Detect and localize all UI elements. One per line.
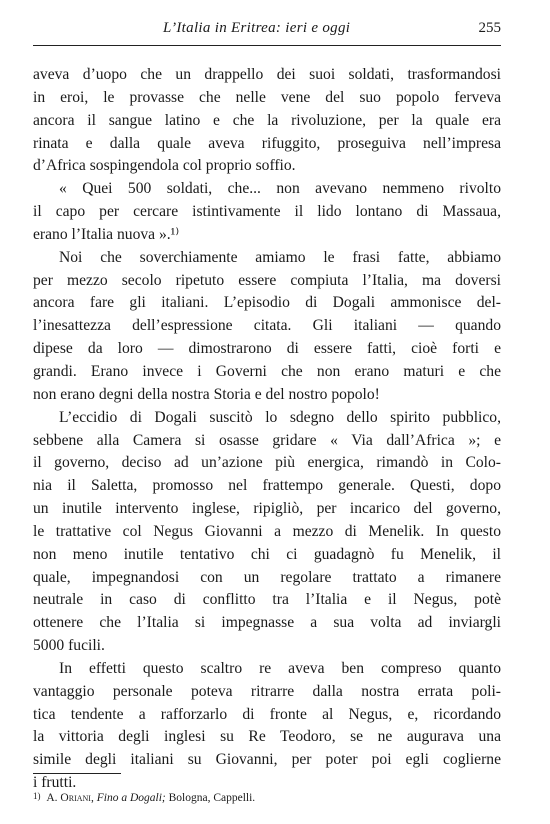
- text-line: neutrale in caso di conflitto tra l’Italia e il Negus, potè: [33, 591, 501, 609]
- running-title: L’Italia in Eritrea: ieri e oggi: [163, 20, 351, 36]
- text-line: il governo, deciso ad un’azione più energica, rimandò in Colo-: [33, 454, 501, 472]
- text-line: l’inesattezza dell’espressione citata. Gli italiani — quando: [33, 317, 501, 335]
- text-line: L’eccidio di Dogali suscitò lo sdegno dello spirito pubblico,: [59, 408, 501, 426]
- text-line: le trattative col Negus Giovanni a mezzo di Menelik. In questo: [33, 522, 501, 540]
- text-line: grandi. Erano invece i Governi che non erano maturi e che: [33, 362, 501, 380]
- text-line: « Quei 500 soldati, che... non avevano nemmeno rivolto: [59, 180, 501, 198]
- footnote-rule: [33, 773, 121, 774]
- text-line: nia il Saletta, promosso nel frattempo generale. Questi, dopo: [33, 477, 501, 495]
- footnote-author: A. Oriani,: [46, 792, 94, 804]
- text-line: ottenere che l’Italia si impegnasse a sua volta ad inviargli: [33, 614, 501, 632]
- text-line: tica tendente a rafforzarlo di fronte al Negus, e, ricordando: [33, 705, 501, 723]
- text-line: In effetti questo scaltro re aveva ben compreso quanto: [59, 659, 501, 677]
- text-line: non meno inutile tentativo chi ci guadagnò fu Menelik, il: [33, 545, 501, 563]
- text-line: rinata e dalla quale aveva rifuggito, proseguiva nell’impresa: [33, 134, 501, 152]
- header-rule: [33, 45, 501, 46]
- text-line: aveva d’uopo che un drappello dei suoi soldati, trasformandosi: [33, 66, 501, 83]
- text-line: dipese da loro — dimostrarono di essere fatti, cioè forti e: [33, 340, 501, 358]
- text-line: i frutti.: [33, 774, 77, 792]
- text-line: un inutile intervento inglese, ripigliò, per incarico del governo,: [33, 500, 501, 518]
- text-line: sebbene alla Camera si osasse gridare « Via dall’Africa »; e: [33, 431, 501, 449]
- footnote-number: 1): [33, 791, 41, 801]
- text-line: vantaggio personale poteva ritrarre dalla nostra errata poli-: [33, 682, 501, 700]
- running-head: [33, 16, 501, 38]
- page-number: 255: [478, 20, 501, 36]
- text-line: il capo per cercare istintivamente il lido lontano di Massaua,: [33, 203, 501, 221]
- text-line: ancora fare gli italiani. L’episodio di Dogali ammonisce del-: [33, 294, 501, 312]
- footnote: [33, 791, 255, 804]
- text-line: non erano degni della nostra Storia e del nostro popolo!: [33, 385, 380, 403]
- text-line: ancora il sangue latino e che la rivoluzione, per la quale era: [33, 111, 501, 129]
- text-line: 5000 fucili.: [33, 637, 105, 655]
- footnote-publisher: Bologna, Cappelli.: [168, 792, 256, 804]
- body-text: [33, 64, 501, 795]
- text-line: d’Africa sospingendola col proprio soffio.: [33, 157, 296, 175]
- text-line: erano l’Italia nuova ».¹⁾: [33, 225, 180, 243]
- book-page: [33, 16, 501, 804]
- text-line: in eroi, le provasse che nelle vene del suo popolo ferveva: [33, 88, 501, 106]
- text-line: simile degli italiani su Giovanni, per poter poi egli coglierne: [33, 751, 501, 769]
- text-line: quale, impegnandosi con un regolare trattato a rimanere: [33, 568, 501, 586]
- text-line: Noi che soverchiamente amiamo le frasi fatte, abbiamo: [59, 248, 501, 266]
- text-line: la vittoria degli inglesi su Re Teodoro, se ne augurava una: [33, 728, 501, 746]
- footnote-book-title: Fino a Dogali;: [96, 792, 166, 804]
- text-line: per mezzo secolo ripetuto essere compiuta l’Italia, ma doversi: [33, 271, 501, 289]
